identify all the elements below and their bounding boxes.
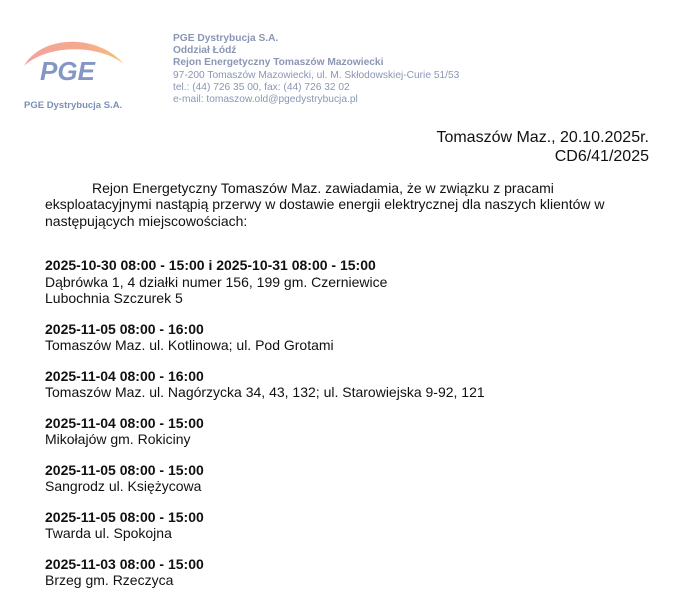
outage-location: Brzeg gm. Rzeczyca (45, 572, 174, 588)
outage-entry (45, 462, 655, 495)
outage-entry (45, 321, 655, 354)
outage-location: Sangrodz ul. Księżycowa (45, 478, 202, 494)
outage-date: 2025-11-05 08:00 - 15:00 (45, 461, 204, 478)
company-email: e-mail: tomaszow.old@pgedystrybucja.pl (173, 94, 358, 106)
place-date-block (436, 128, 649, 166)
outage-location: Lubochnia Szczurek 5 (45, 290, 183, 306)
branch-name: Oddział Łódź (173, 45, 237, 57)
company-address: 97-200 Tomaszów Mazowiecki, ul. M. Skłodowskiej-Curie 51/53 (173, 69, 460, 81)
intro-paragraph: Rejon Energetyczny Tomaszów Maz. zawiadamia, że w związku z pracami eksploatacyjnymi nastąpią przerwy w dostawie energii elektrycznej dla naszych klientów w następujących miejscowościach: (45, 180, 605, 229)
company-info (173, 33, 459, 106)
outage-location: Tomaszów Maz. ul. Nagórzycka 34, 43, 132; ul. Starowiejska 9-92, 121 (45, 384, 485, 400)
reference-number: CD6/41/2025 (554, 148, 649, 165)
company-phone: tel.: (44) 726 35 00, fax: (44) 726 32 02 (173, 81, 350, 93)
logo-text: PGE (40, 56, 95, 86)
outage-entry (45, 556, 655, 589)
outage-entry (45, 368, 655, 401)
outage-entry (45, 257, 655, 307)
outage-date: 2025-11-04 08:00 - 15:00 (45, 414, 204, 431)
region-name: Rejon Energetyczny Tomaszów Mazowiecki (173, 57, 384, 69)
place-date: Tomaszów Maz., 20.10.2025r. (436, 129, 649, 146)
outage-date: 2025-11-05 08:00 - 16:00 (45, 320, 204, 337)
letterhead (0, 0, 675, 120)
outage-location: Dąbrówka 1, 4 działki numer 156, 199 gm. Czerniewice (45, 273, 388, 290)
outage-date: 2025-11-03 08:00 - 15:00 (45, 555, 204, 572)
outage-list (45, 257, 655, 603)
outage-location: Twarda ul. Spokojna (45, 525, 172, 541)
outage-entry (45, 415, 655, 448)
outage-entry (45, 509, 655, 542)
outage-date: 2025-10-30 08:00 - 15:00 i 2025-10-31 08:00 - 15:00 (45, 257, 376, 273)
outage-location: Tomaszów Maz. ul. Kotlinowa; ul. Pod Grotami (45, 337, 334, 353)
outage-date: 2025-11-05 08:00 - 15:00 (45, 508, 204, 525)
outage-date: 2025-11-04 08:00 - 16:00 (45, 367, 204, 384)
logo-caption: PGE Dystrybucja S.A. (24, 100, 123, 111)
company-name: PGE Dystrybucja S.A. (173, 33, 279, 44)
outage-location: Mikołajów gm. Rokiciny (45, 431, 191, 447)
